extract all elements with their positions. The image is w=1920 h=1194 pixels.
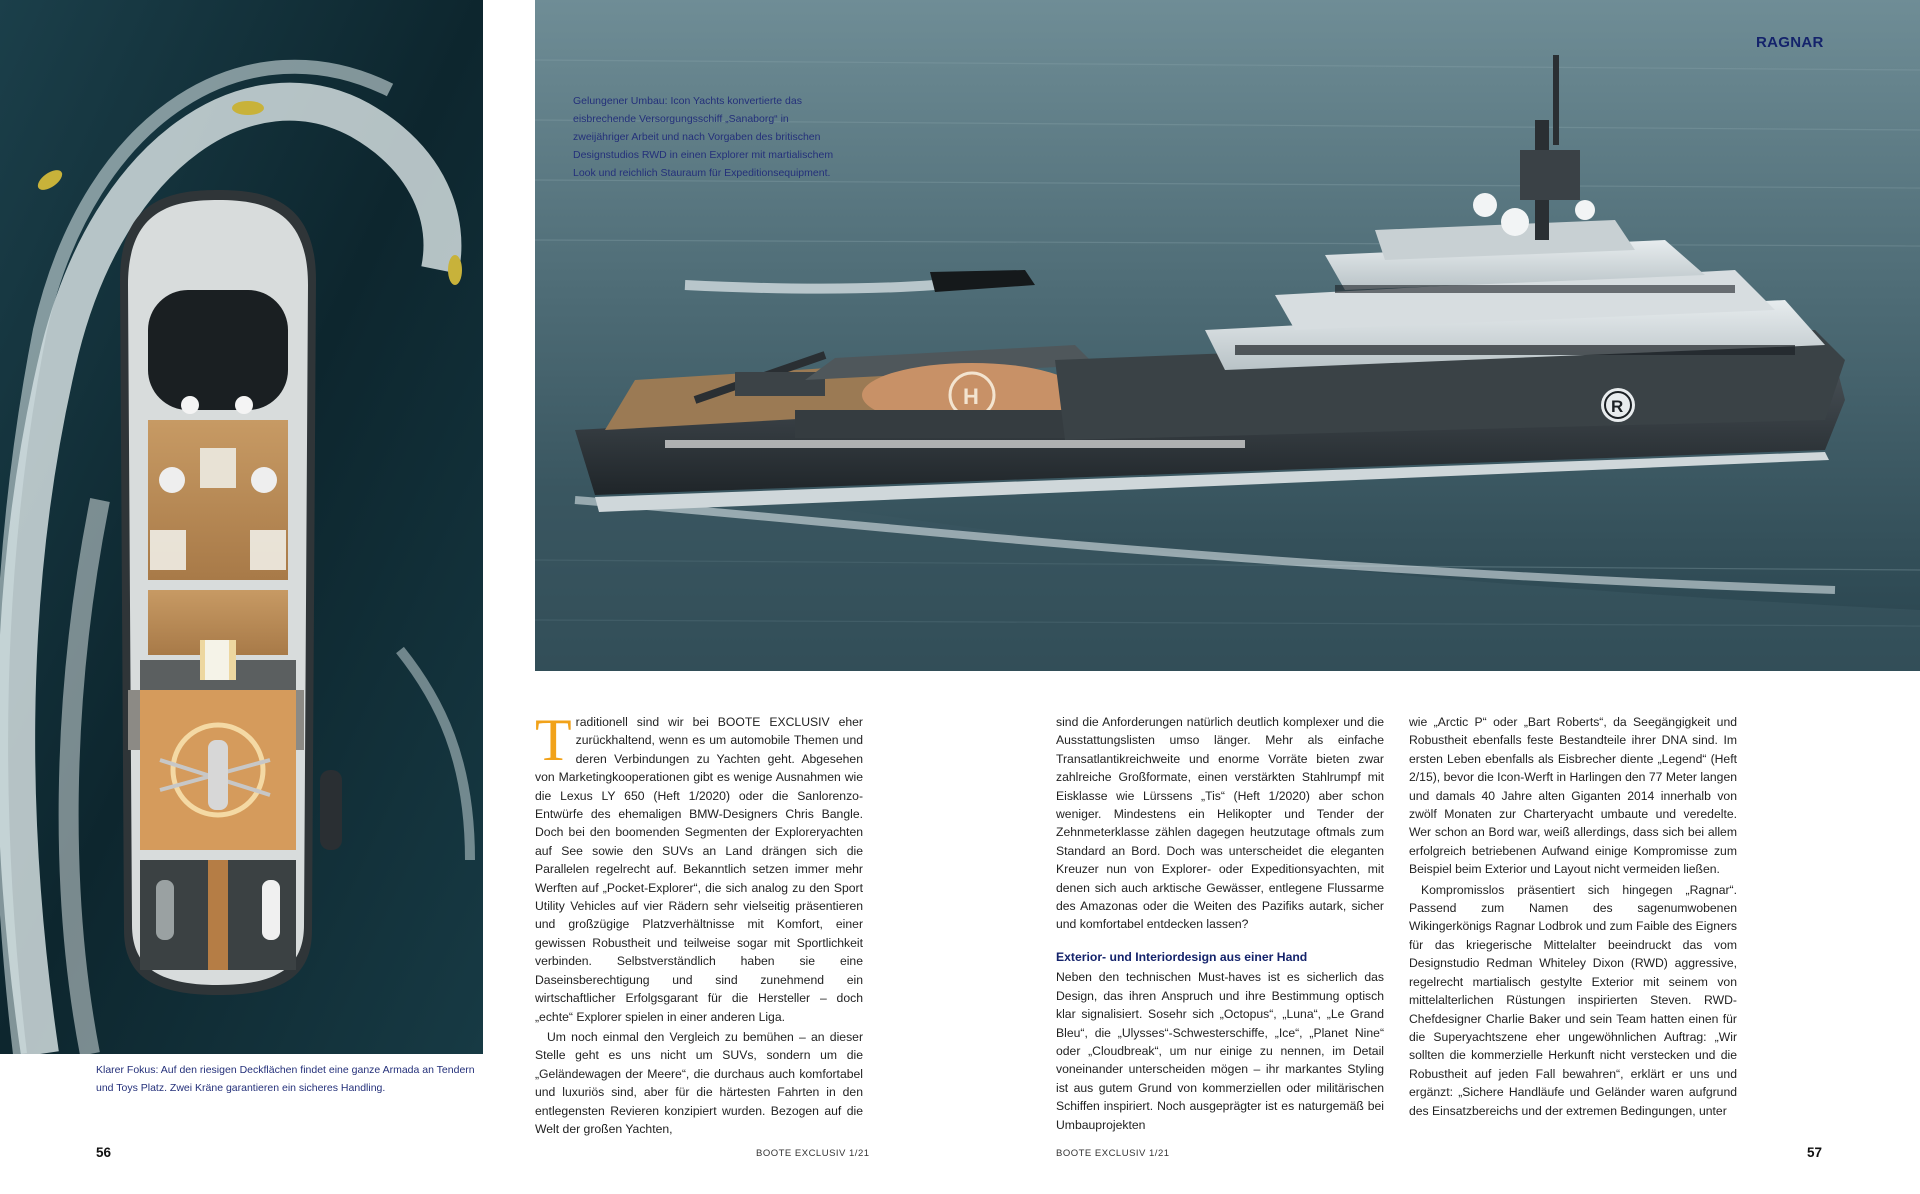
article-paragraph: Neben den technischen Must-haves ist es sicherlich das Design, das ihren Anspruch und ihre Bestimmung optisch klar signalisiert. Sosehr sich „Octopus“, „Luna“, „Le Grand Bleu“, die „Ulysses“-Schwesterschiffe, „Ice“, „Planet Nine“ oder „Cloudbreak“, um nur einige zu nennen, im Detail voneinander unterscheiden mögen – ihr markantes Styling ist aus gutem Grund von kommerziellen oder militärischen Schiffen inspiriert. Noch ausgeprägter ist es naturgemäß bei Umbauprojekten xyxy=(1056,970,1384,1132)
article-paragraph: sind die Anforderungen natürlich deutlich komplexer und die Ausstattungslisten umso länger. Mehr als einfache Transatlantikreichweite und enorme Vorräte bieten zwar zahlreiche Großformate, einen verstärkten Stahlrumpf mit Eisklasse wie Lürssens „Tis“ (Heft 1/2020) aber schon weniger. Mindestens ein Helikopter und Tender der Zehnmeterklasse zählen dagegen heutzutage oftmals zum Standard an Bord. Doch was unterscheidet die eleganten Kreuzer nun von Explorer- oder Expeditionsyachten, mit denen sich auch arktische Gewässer, entlegene Flussarme des Amazonas oder die Weiten des Pazifiks autark, sicher und komfortabel entdecken lassen? xyxy=(1056,715,1384,932)
magazine-footer-left: BOOTE EXCLUSIV 1/21 xyxy=(756,1148,870,1159)
magazine-footer-right: BOOTE EXCLUSIV 1/21 xyxy=(1056,1148,1170,1159)
article-paragraph: wie „Arctic P“ oder „Bart Roberts“, da Seegängigkeit und Robustheit ebenfalls feste Bestandteile ihrer DNA sind. Im ersten Leben ebenfalls als Eisbrecher diente „Legend“ (Heft 2/15), bevor die Icon-Werft in Harlingen den 77 Meter langen und damals 40 Jahre alten Giganten 2014 innerhalb von zwölf Monaten zur Charteryacht umbaute und veredelte. Wer schon an Bord war, weiß allerdings, dass sich bei allem erfolgreich betriebenen Aufwand einige Kompromisse zum Beispiel beim Exterior und Layout nicht vermeiden ließen. xyxy=(1409,715,1737,877)
section-tag: RAGNAR xyxy=(1756,34,1824,51)
paragraph-text: raditionell sind wir bei BOOTE EXCLUSIV eher zurückhaltend, wenn es um automobile Themen und deren Verbindungen zu Yachten geht. Abgesehen von Marketingkooperationen gibt es wenige Ausnahmen wie die Lexus LY 650 (Heft 1/2020) oder die Sanlorenzo-Entwürfe des ehemaligen BMW-Designers Chris Bangle. Doch bei den boomenden Segmenten der Exploreryachten auf See sowie den SUVs an Land drängen sich die Parallelen regelrecht auf. Bekanntlich setzen immer mehr Werften auf „Pocket-Explorer“, die sich analog zu den Sport Utility Vehicles auf vier Rädern sehr vielseitig präsentieren und großzügige Platzverhältnisse mit Komfort, einer gewissen Robustheit und teilweise sogar mit Sportlichkeit verbinden. Selbstverständlich haben sie eine Daseinsberechtigung und sind zunehmend ein wirtschaftlicher Erfolgsgarant für die Hersteller – doch „echte“ Explorer spielen in einer anderen Liga. xyxy=(535,715,863,1024)
article-paragraph xyxy=(535,707,863,1026)
drop-cap: T xyxy=(535,707,572,773)
page-number-left: 56 xyxy=(96,1145,112,1160)
photo-caption-right: Gelungener Umbau: Icon Yachts konvertierte das eisbrechende Versorgungsschiff „Sanaborg“ in zweijähriger Arbeit und nach Vorgaben des britischen Designstudios RWD in einen Explorer mit martialischem Look und reichlich Stauraum für Expeditionsequipment. xyxy=(573,95,834,179)
page-number-right: 57 xyxy=(1807,1145,1823,1160)
article-column-1 xyxy=(535,707,863,1140)
article-paragraph: Um noch einmal den Vergleich zu bemühen – an dieser Stelle geht es uns nicht um SUVs, sondern um die „Geländewagen der Meere“, die durchaus auch komfortabel und luxuriös sind, aber für die härtesten Fahrten in den entlegensten Revieren konzipiert wurden. Bezogen auf die Welt der großen Yachten, xyxy=(535,1029,863,1136)
svg-text:R: R xyxy=(1611,397,1624,416)
article-paragraph: Kompromisslos präsentiert sich hingegen „Ragnar“. Passend zum Namen des sagenumwobenen Wikingerkönigs Ragnar Lodbrok und zum Faible des Eigners für das kriegerische Mittelalter beeindruckt das vom Designstudio Redman Whiteley Dixon (RWD) aggressive, regelrecht martialisch gestylte Exterior mit seinem von mittelalterlichen Rüstungen inspirierten Steven. RWD-Chefdesigner Charlie Baker und sein Team hatten einen für die Superyachtszene eher ungewöhnlichen Auftrag: „Wir sollten die kommerzielle Herkunft nicht verstecken und die Robustheit auf jeden Fall bewahren“, erklärt er uns und ergänzt: „Sichere Handläufe und Geländer waren aufgrund des Einsatzbereichs und der extremen Bedingungen, unter xyxy=(1409,882,1737,1118)
svg-text:H: H xyxy=(963,384,979,409)
aerial-yacht-photo xyxy=(0,0,483,1054)
article-subheading: Exterior- und Interiordesign aus einer Hand xyxy=(1056,949,1308,964)
article-column-2 xyxy=(1056,713,1384,1136)
photo-caption-left: Klarer Fokus: Auf den riesigen Deckflächen findet eine ganze Armada an Tendern und Toys Platz. Zwei Kräne garantieren ein sicheres Handling. xyxy=(96,1064,475,1094)
article-column-3 xyxy=(1409,713,1737,1122)
